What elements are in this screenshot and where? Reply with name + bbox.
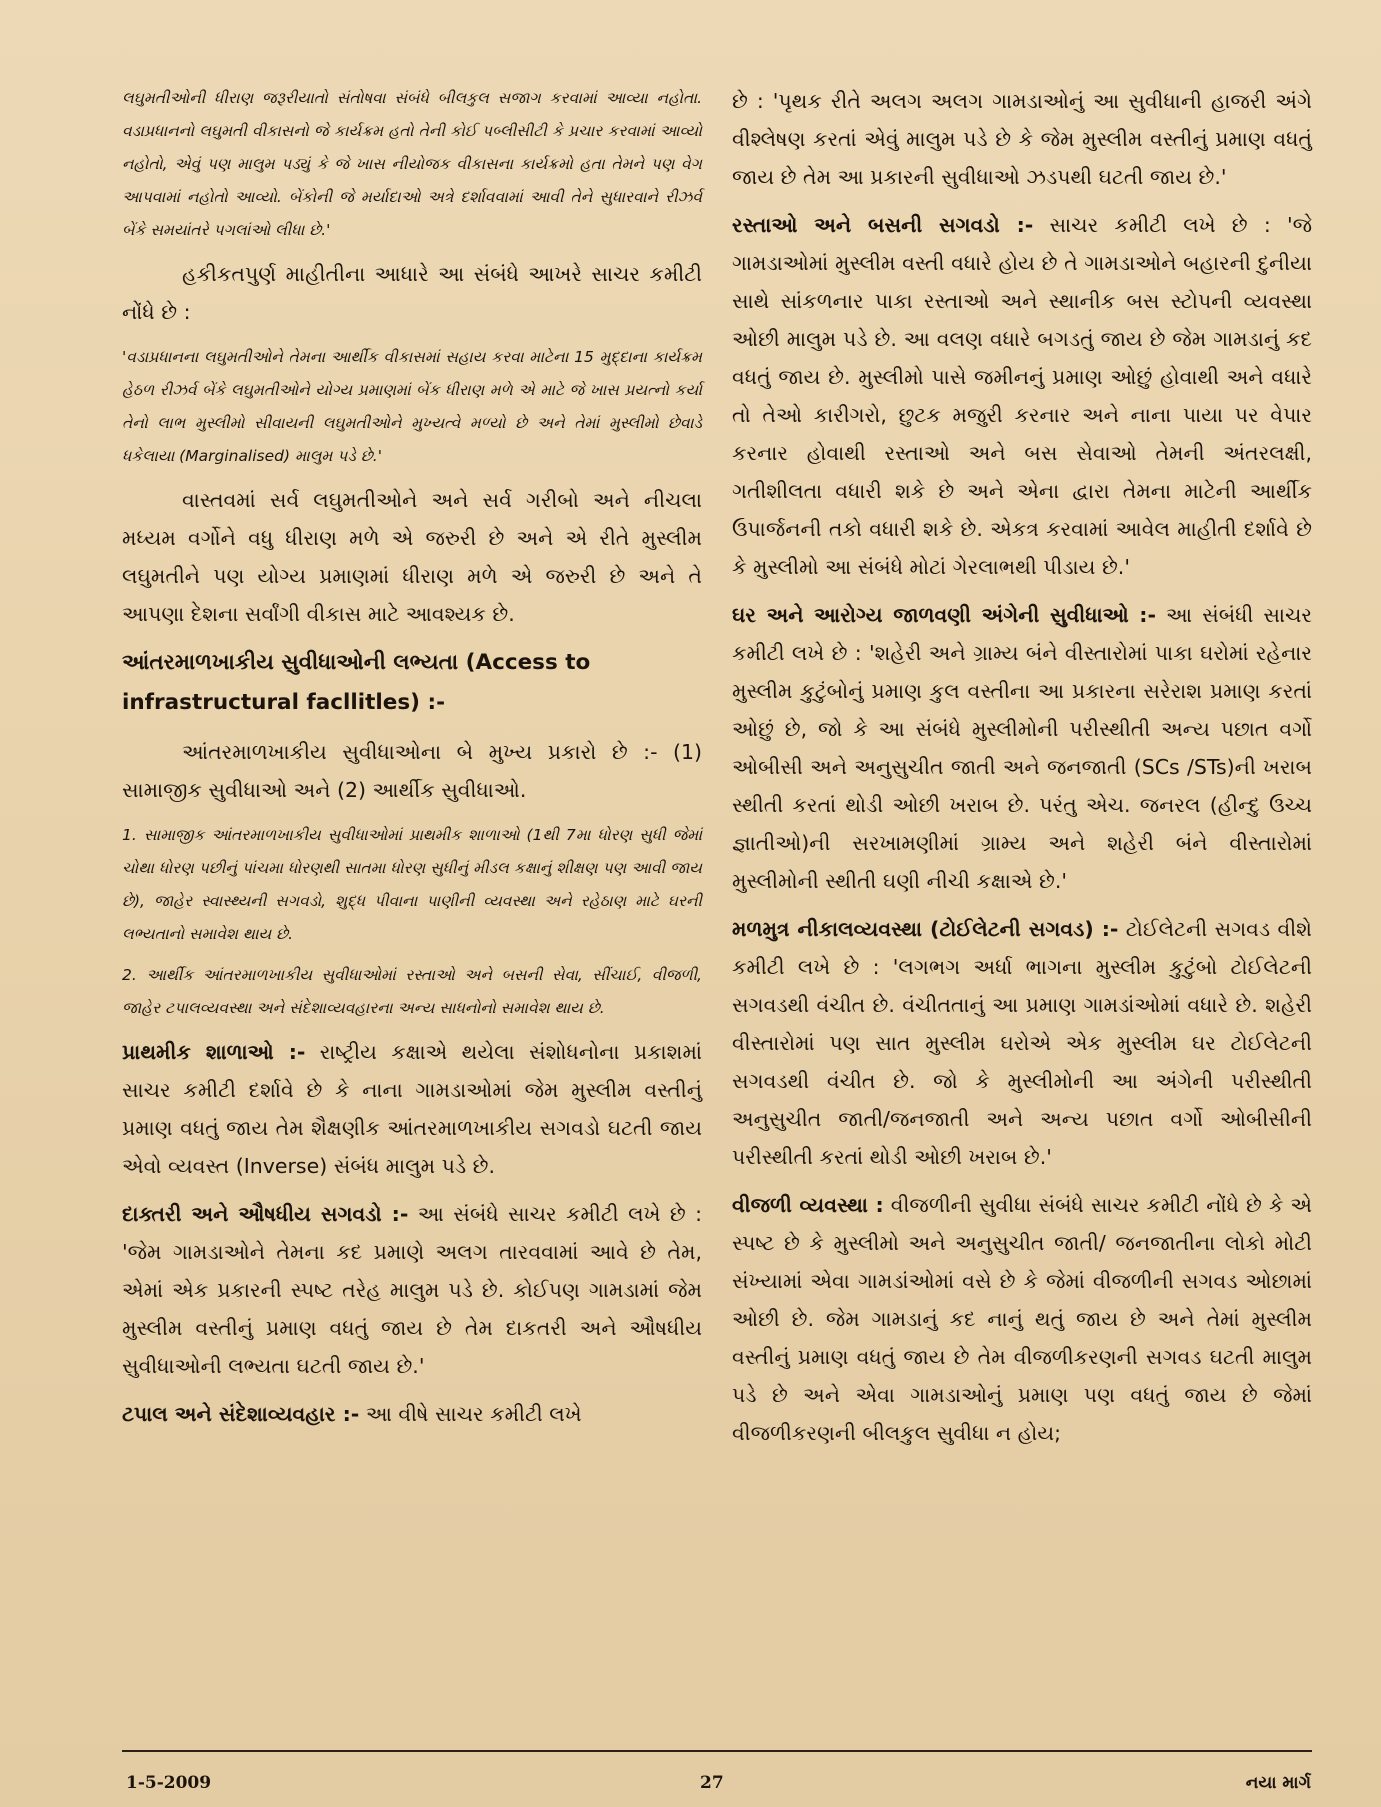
subheading: મળમુત્ર નીકાલવ્યવસ્થા (ટોઈલેટની સગવડ) :- [732,917,1119,941]
subheading: વીજળી વ્યવસ્થા : [732,1193,884,1217]
subheading: રસ્તાઓ અને બસની સગવડો :- [732,213,1034,237]
paragraph-housing [732,596,1312,900]
paragraph-medical [122,1195,702,1385]
paragraph-text: ટોઈલેટની સગવડ વીશે કમીટી લખે છે : 'લગભગ અર્ધા ભાગના મુસ્લીમ કુટુંબો ટોઈલેટની સગવડથી વંચીત છે. વંચીતતાનું આ પ્રમાણ ગામડાંઓમાં વધારે છે. શહેરી વીસ્તારોમાં પણ સાત મુસ્લીમ ઘરોએ એક મુસ્લીમ ઘર ટોઈલેટની સગવડથી વંચીત છે. જો કે મુસ્લીમોની આ અંગેની પરીસ્થીતી અનુસુચીત જાતી/જનજાતી અને અન્ય પછાત વર્ગો ઓબીસીની પરીસ્થીતી કરતાં થોડી ઓછી ખરાબ છે.' [732,917,1312,1169]
footer-rule [122,1750,1312,1752]
subheading: ટપાલ અને સંદેશાવ્યવહાર :- [122,1402,360,1426]
paragraph-text: વીજળીની સુવીધા સંબંધે સાચર કમીટી નોંધે છે કે એ સ્પષ્ટ છે કે મુસ્લીમો અને અનુસુચીત જાતી/ જનજાતીના લોકો મોટી સંખ્યામાં એવા ગામડાંઓમાં વસે છે કે જેમાં વીજળીની સગવડ ઓછામાં ઓછી છે. જેમ ગામડાનું કદ નાનું થતું જાય છે અને તેમાં મુસ્લીમ વસ્તીનું પ્રમાણ વધતું જાય છે તેમ વીજળીકરણની સગવડ ઘટતી માલુમ પડે છે અને એવા ગામડાઓનું પ્રમાણ પણ વધતું જાય છે જેમાં વીજળીકરણની બીલકુલ સુવીધા ન હોય; [732,1193,1312,1445]
paragraph-text: સાચર કમીટી લખે છે : 'જે ગામડાઓમાં મુસ્લીમ વસ્તી વધારે હોય છે તે ગામડાઓને બહારની દુનીયા સાથે સાંકળનાર પાકા રસ્તાઓ અને સ્થાનીક બસ સ્ટોપની વ્યવસ્થા ઓછી માલુમ પડે છે. આ વલણ વધારે બગડતું જાય છે જેમ ગામડાનું કદ વધતું જાય છે. મુસ્લીમો પાસે જમીનનું પ્રમાણ ઓછું હોવાથી અને વધારે તો તેઓ કારીગરો, છુટક મજુરી કરનાર અને નાના પાયા પર વેપાર કરનાર હોવાથી રસ્તાઓ અને બસ સેવાઓ તેમની અંતરલક્ષી, ગતીશીલતા વધારી શકે છે અને એના દ્વારા તેમના માટેની આર્થીક ઉપાર્જનની તકો વધારી શકે છે. એકત્ર કરવામાં આવેલ માહીતી દર્શાવે છે કે મુસ્લીમો આ સંબંધે મોટાં ગેરલાભથી પીડાય છે.' [732,213,1312,579]
section-heading: આંતરમાળખાકીય સુવીધાઓની લભ્યતા (Access to infrastructural facllitles) :- [122,650,591,715]
paragraph-electricity [732,1186,1312,1452]
note-economic-infrastructure: 2. આર્થીક આંતરમાળખાકીય સુવીધાઓમાં રસ્તાઓ અને બસની સેવા, સીંચાઈ, વીજળી, જાહેર ટપાલવ્યવસ્થા અને સંદેશાવ્યવહારના અન્ય સાધનોનો સમાવેશ થાય છે. [122,966,702,1017]
subheading: દાક્તરી અને ઔષધીય સગવડો :- [122,1202,409,1226]
paragraph-text: રાષ્ટ્રીય કક્ષાએ થયેલા સંશોધનોના પ્રકાશમાં સાચર કમીટી દર્શાવે છે કે નાના ગામડાઓમાં જેમ મુસ્લીમ વસ્તીનું પ્રમાણ વધતું જાય તેમ શૈક્ષણીક આંતરમાળખાકીય સગવડો ઘટતી જાય એવો વ્યવસ્ત (Inverse) સંબંધ માલુમ પડે છે. [122,1040,702,1178]
paragraph: વાસ્તવમાં સર્વ લઘુમતીઓને અને સર્વ ગરીબો અને નીચલા મધ્યમ વર્ગોને વધુ ધીરાણ મળે એ જરુરી છે અને એ રીતે મુસ્લીમ લઘુમતીને પણ યોગ્ય પ્રમાણમાં ધીરાણ મળે એ જરુરી છે અને તે આપણા દેશના સર્વાંગી વીકાસ માટે આવશ્યક છે. [122,488,702,626]
subheading: પ્રાથમીક શાળાઓ :- [122,1040,306,1064]
paragraph-sanitation [732,910,1312,1176]
quote-block: 'વડાપ્રધાનના લઘુમતીઓને તેમના આર્થીક વીકાસમાં સહાય કરવા માટેના 15 મુદ્દાના કાર્યક્રમ હેઠળ રીઝર્વ બેંકે લઘુમતીઓને યોગ્ય પ્રમાણમાં બેંક ધીરાણ મળે એ માટે જે ખાસ પ્રયત્નો કર્યા તેનો લાભ મુસ્લીમો સીવાયની લઘુમતીઓને મુખ્યત્વે મળ્યો છે અને તેમાં મુસ્લીમો છેવાડે ધકેલાયા (Marginalised) માલુમ પડે છે.' [122,348,702,465]
paragraph: હકીકતપુર્ણ માહીતીના આધારે આ સંબંધે આખરે સાચર કમીટી નોંધે છે : [122,262,702,324]
right-column [732,82,1312,1462]
paragraph-postal [122,1395,702,1433]
paragraph-roads [732,206,1312,586]
quote-continuation: લઘુમતીઓની ધીરાણ જરૂરીયાતો સંતોષવા સંબંધે બીલકુલ સજાગ કરવામાં આવ્યા નહોતા. વડાપ્રધાનનો લઘુમતી વીકાસનો જે કાર્યક્રમ હતો તેની કોઈ પબ્લીસીટી કે પ્રચાર કરવામાં આવ્યો નહોતો, એવું પણ માલુમ પડ્યું કે જે ખાસ નીયોજક વીકાસના કાર્યક્રમો હતા તેમને પણ વેગ આપવામાં નહોતો આવ્યો. બેંકોની જે મર્યાદાઓ અત્રે દર્શાવવામાં આવી તેને સુધારવાને રીઝર્વ બેંકે સમયાંતરે પગલાંઓ લીધા છે.' [122,89,702,239]
subheading: ઘર અને આરોગ્ય જાળવણી અંગેની સુવીધાઓ :- [732,603,1157,627]
paragraph-text: આ સંબંધે સાચર કમીટી લખે છે : 'જેમ ગામડાઓને તેમના કદ પ્રમાણે અલગ તારવવામાં આવે છે તેમ, એમાં એક પ્રકારની સ્પષ્ટ તરેહ માલુમ પડે છે. કોઈપણ ગામડામાં જેમ મુસ્લીમ વસ્તીનું પ્રમાણ વધતું જાય છે તેમ દાકતરી અને ઔષધીય સુવીધાઓની લભ્યતા ઘટતી જાય છે.' [122,1202,702,1378]
paragraph-text: આ વીષે સાચર કમીટી લખે [359,1402,582,1426]
note-social-infrastructure: 1. સામાજીક આંતરમાળખાકીય સુવીધાઓમાં પ્રાથમીક શાળાઓ (1થી 7મા ધોરણ સુધી જેમાં ચોથા ધોરણ પછીનું પાંચમા ધોરણથી સાતમા ધોરણ સુધીનું મીડલ કક્ષાનું શીક્ષણ પણ આવી જાય છે), જાહેર સ્વાસ્થ્યની સગવડો, શુદ્ધ પીવાના પાણીની વ્યવસ્થા અને રહેઠાણ માટે ઘરની લભ્યતાનો સમાવેશ થાય છે. [122,826,702,943]
left-column [122,82,702,1443]
paragraph: આંતરમાળખાકીય સુવીધાઓના બે મુખ્ય પ્રકારો છે :- (1) સામાજીક સુવીધાઓ અને (2) આર્થીક સુવીધાઓ. [122,740,702,802]
paragraph-text: આ સંબંધી સાચર કમીટી લખે છે : 'શહેરી અને ગ્રામ્ય બંને વીસ્તારોમાં પાકા ઘરોમાં રહેનાર મુસ્લીમ કુટુંબોનું પ્રમાણ કુલ વસ્તીના આ પ્રકારના સરેરાશ પ્રમાણ કરતાં ઓછું છે, જો કે આ સંબંધે મુસ્લીમોની પરીસ્થીતી અન્ય પછાત વર્ગો ઓબીસી અને અનુસુચીત જાતી અને જનજાતી (SCs /STs)ની ખરાબ સ્થીતી કરતાં થોડી ઓછી ખરાબ છે. પરંતુ એચ. જનરલ (હીન્દુ ઉચ્ચ જ્ઞાતીઓ)ની સરખામણીમાં ગ્રામ્ય અને શહેરી બંને વીસ્તારોમાં મુસ્લીમોની સ્થીતી ઘણી નીચી કક્ષાએ છે.' [732,603,1312,893]
page-number: 27 [700,1773,724,1793]
footer-date: 1-5-2009 [126,1773,212,1793]
publication-name: નયા માર્ગ [1245,1773,1311,1793]
paragraph: છે : 'પૃથક રીતે અલગ અલગ ગામડાઓનું આ સુવીધાની હાજરી અંગે વીશ્લેષણ કરતાં એવું માલુમ પડે છે કે જેમ મુસ્લીમ વસ્તીનું પ્રમાણ વધતું જાય છે તેમ આ પ્રકારની સુવીધાઓ ઝડપથી ઘટતી જાય છે.' [732,89,1312,189]
paragraph-primary-schools [122,1033,702,1185]
